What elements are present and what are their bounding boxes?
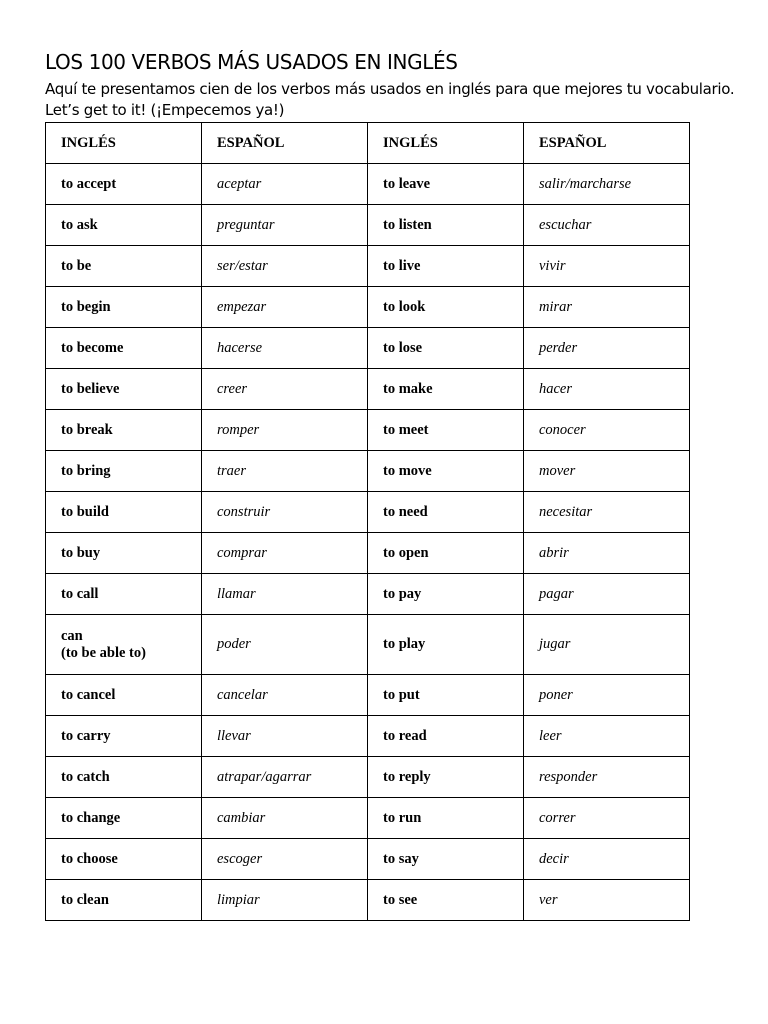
column-header-espanol: ESPAÑOL <box>524 123 690 164</box>
english-verb: to run <box>368 798 524 839</box>
column-header-ingles: INGLÉS <box>368 123 524 164</box>
table-row <box>46 369 690 410</box>
english-verb: to need <box>368 492 524 533</box>
english-verb: to move <box>368 451 524 492</box>
table-row <box>46 615 690 675</box>
english-verb: to put <box>368 675 524 716</box>
english-verb: to read <box>368 716 524 757</box>
spanish-verb: pagar <box>524 574 690 615</box>
spanish-verb: atrapar/agarrar <box>202 757 368 798</box>
table-row <box>46 205 690 246</box>
column-header-espanol: ESPAÑOL <box>202 123 368 164</box>
english-verb: to meet <box>368 410 524 451</box>
english-verb: to open <box>368 533 524 574</box>
table-row <box>46 839 690 880</box>
english-verb: to lose <box>368 328 524 369</box>
spanish-verb: ver <box>524 880 690 921</box>
english-verb: to ask <box>46 205 202 246</box>
english-verb: to carry <box>46 716 202 757</box>
english-verb: to believe <box>46 369 202 410</box>
spanish-verb: aceptar <box>202 164 368 205</box>
spanish-verb: mover <box>524 451 690 492</box>
spanish-verb: preguntar <box>202 205 368 246</box>
table-row <box>46 798 690 839</box>
spanish-verb: llevar <box>202 716 368 757</box>
spanish-verb: hacerse <box>202 328 368 369</box>
intro-paragraph <box>45 79 745 121</box>
english-verb: to be <box>46 246 202 287</box>
spanish-verb: escoger <box>202 839 368 880</box>
english-verb-note: (to be able to) <box>61 644 146 661</box>
spanish-verb: leer <box>524 716 690 757</box>
english-verb: to become <box>46 328 202 369</box>
spanish-verb: romper <box>202 410 368 451</box>
table-row <box>46 716 690 757</box>
table-row <box>46 533 690 574</box>
spanish-verb: salir/marcharse <box>524 164 690 205</box>
english-verb: to look <box>368 287 524 328</box>
english-verb: to listen <box>368 205 524 246</box>
english-verb: to call <box>46 574 202 615</box>
spanish-verb: mirar <box>524 287 690 328</box>
spanish-verb: cambiar <box>202 798 368 839</box>
spanish-verb: creer <box>202 369 368 410</box>
table-row <box>46 287 690 328</box>
table-row <box>46 880 690 921</box>
spanish-verb: correr <box>524 798 690 839</box>
spanish-verb: poner <box>524 675 690 716</box>
intro-line-spanish: Aquí te presentamos cien de los verbos más usados en inglés para que mejores tu vocabulario. <box>45 80 735 98</box>
table-row <box>46 246 690 287</box>
spanish-verb: perder <box>524 328 690 369</box>
spanish-verb: hacer <box>524 369 690 410</box>
table-row <box>46 328 690 369</box>
english-verb: to begin <box>46 287 202 328</box>
english-verb: to bring <box>46 451 202 492</box>
verbs-table <box>45 122 690 921</box>
english-verb: to choose <box>46 839 202 880</box>
spanish-verb: empezar <box>202 287 368 328</box>
english-verb: to pay <box>368 574 524 615</box>
english-verb: to say <box>368 839 524 880</box>
spanish-verb: escuchar <box>524 205 690 246</box>
english-verb-main: can <box>61 627 83 644</box>
spanish-verb: decir <box>524 839 690 880</box>
spanish-verb: poder <box>202 615 368 675</box>
english-verb: to play <box>368 615 524 675</box>
spanish-verb: traer <box>202 451 368 492</box>
spanish-verb: abrir <box>524 533 690 574</box>
english-verb: to break <box>46 410 202 451</box>
english-verb: to live <box>368 246 524 287</box>
english-verb: to build <box>46 492 202 533</box>
english-verb <box>46 615 202 675</box>
table-row <box>46 492 690 533</box>
spanish-verb: responder <box>524 757 690 798</box>
english-verb: to see <box>368 880 524 921</box>
page-title: LOS 100 VERBOS MÁS USADOS EN INGLÉS <box>45 50 458 74</box>
spanish-verb: conocer <box>524 410 690 451</box>
table-row <box>46 451 690 492</box>
table-row <box>46 574 690 615</box>
spanish-verb: jugar <box>524 615 690 675</box>
table-row <box>46 164 690 205</box>
spanish-verb: vivir <box>524 246 690 287</box>
table-header-row <box>46 123 690 164</box>
spanish-verb: cancelar <box>202 675 368 716</box>
table-row <box>46 410 690 451</box>
english-verb: to make <box>368 369 524 410</box>
table-row <box>46 675 690 716</box>
english-verb: to leave <box>368 164 524 205</box>
spanish-verb: limpiar <box>202 880 368 921</box>
english-verb: to accept <box>46 164 202 205</box>
english-verb: to cancel <box>46 675 202 716</box>
spanish-verb: comprar <box>202 533 368 574</box>
column-header-ingles: INGLÉS <box>46 123 202 164</box>
english-verb: to catch <box>46 757 202 798</box>
spanish-verb: construir <box>202 492 368 533</box>
intro-line-english: Let’s get to it! (¡Empecemos ya!) <box>45 101 285 119</box>
spanish-verb: llamar <box>202 574 368 615</box>
english-verb: to change <box>46 798 202 839</box>
english-verb: to buy <box>46 533 202 574</box>
spanish-verb: necesitar <box>524 492 690 533</box>
spanish-verb: ser/estar <box>202 246 368 287</box>
english-verb: to clean <box>46 880 202 921</box>
english-verb: to reply <box>368 757 524 798</box>
table-row <box>46 757 690 798</box>
